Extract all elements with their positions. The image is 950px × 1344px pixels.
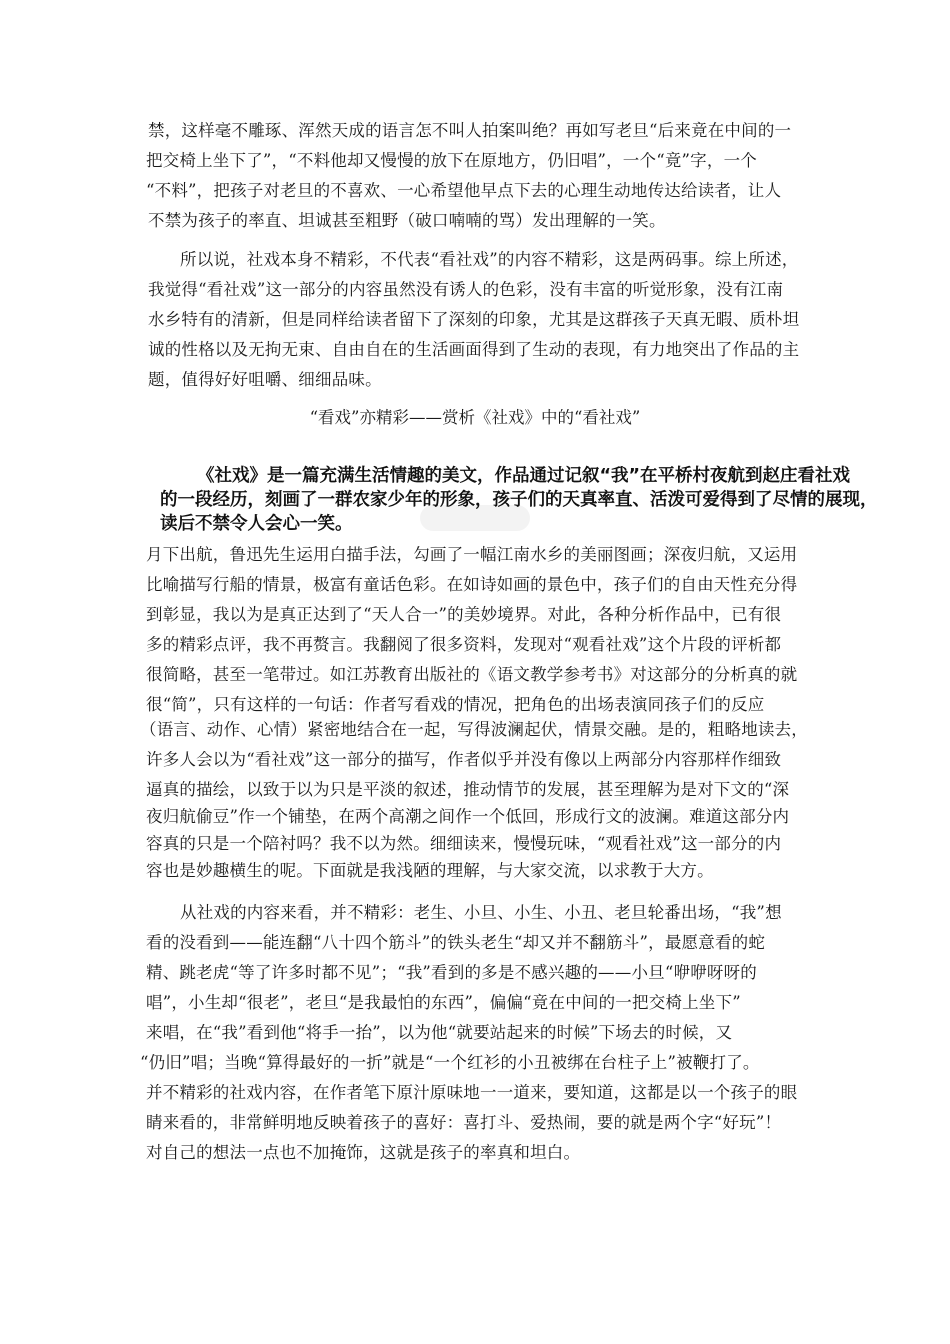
paragraph-line: 很“简”，只有这样的一句话：作者写看戏的情况，把角色的出场表演同孩子们的反应 [146, 695, 765, 714]
lead-line: 《社戏》是一篇充满生活情趣的美文，作品通过记叙“我”在平桥村夜航到赵庄看社戏 [197, 466, 851, 486]
paragraph-line: “仍旧”唱；当晚“算得最好的一折”就是“一个红衫的小丑被绑在台柱子上”被鞭打了。 [140, 1053, 760, 1072]
paragraph-line: （语言、动作、心情）紧密地结合在一起，写得波澜起伏，情景交融。是的，粗略地读去， [140, 720, 808, 739]
paragraph-line: 容真的只是一个陪衬吗？我不以为然。细细读来，慢慢玩味，“观看社戏”这一部分的内 [146, 834, 782, 853]
paragraph-line: 对自己的想法一点也不加掩饰，这就是孩子的率真和坦白。 [146, 1143, 581, 1162]
paragraph-line: 容也是妙趣横生的呢。下面就是我浅陋的理解，与大家交流，以求教于大方。 [146, 861, 714, 880]
paragraph-line: 许多人会以为“看社戏”这一部分的描写，作者似乎并没有像以上两部分内容那样作细致 [146, 750, 782, 769]
paragraph-line: 并不精彩的社戏内容，在作者笔下原汁原味地一一道来，要知道，这都是以一个孩子的眼 [146, 1083, 798, 1102]
paragraph-line: 逼真的描绘，以致于以为只是平淡的叙述，推动情节的发展，甚至理解为是对下文的“深 [146, 780, 790, 799]
paragraph-line: 诚的性格以及无拘无束、自由自在的生活画面得到了生动的表现，有力地突出了作品的主 [148, 340, 800, 359]
paragraph-line: 题，值得好好咀嚼、细细品味。 [148, 370, 382, 389]
paragraph-line: 月下出航，鲁迅先生运用白描手法，勾画了一幅江南水乡的美丽图画；深夜归航，又运用 [146, 545, 798, 564]
paragraph-line: 比喻描写行船的情景，极富有童话色彩。在如诗如画的景色中，孩子们的自由天性充分得 [146, 575, 798, 594]
paragraph-line: 把交椅上坐下了”，“不料他却又慢慢的放下在原地方，仍旧唱”，一个“竟”字，一个 [146, 151, 757, 170]
paragraph-line: 我觉得“看社戏”这一部分的内容虽然没有诱人的色彩，没有丰富的听觉形象，没有江南 [148, 280, 784, 299]
paragraph-line: 很简略，甚至一笔带过。如江苏教育出版社的《语文教学参考书》对这部分的分析真的就 [146, 665, 798, 684]
lead-line: 的一段经历，刻画了一群农家少年的形象，孩子们的天真率直、活泼可爱得到了尽情的展现， [160, 490, 878, 510]
paragraph-line: 水乡特有的清新，但是同样给读者留下了深刻的印象，尤其是这群孩子天真无暇、质朴坦 [148, 310, 800, 329]
paragraph-line: 来唱，在“我”看到他“将手一抬”，以为他“就要站起来的时候”下场去的时候，又 [146, 1023, 733, 1042]
lead-line: 读后不禁令人会心一笑。 [160, 514, 353, 534]
paragraph-line: 精、跳老虎“等了许多时都不见”；“我”看到的多是不感兴趣的——小旦“咿咿呀呀的 [146, 963, 757, 982]
paragraph-line: 到彰显，我以为是真正达到了“天人合一”的美妙境界。对此，各种分析作品中，已有很 [146, 605, 782, 624]
paragraph-line: 所以说，社戏本身不精彩，不代表“看社戏”的内容不精彩，这是两码事。综上所述， [180, 250, 799, 269]
paragraph-line: 夜归航偷豆”作一个铺垫，在两个高潮之间作一个低回，形成行文的波澜。难道这部分内 [146, 807, 790, 826]
article-title: “看戏”亦精彩——赏析《社戏》中的“看社戏” [309, 408, 641, 427]
paragraph-line: 唱”，小生却“很老”，老旦“是我最怕的东西”，偏偏“竟在中间的一把交椅上坐下” [146, 993, 741, 1012]
paragraph-line: “不料”，把孩子对老旦的不喜欢、一心希望他早点下去的心理生动地传达给读者，让人 [146, 181, 782, 200]
paragraph-line: 不禁为孩子的率直、坦诚甚至粗野（破口喃喃的骂）发出理解的一笑。 [148, 211, 666, 230]
paragraph-line: 看的没看到——能连翻“八十四个筋斗”的铁头老生“却又并不翻筋斗”，最愿意看的蛇 [146, 933, 766, 952]
paragraph-line: 多的精彩点评，我不再赘言。我翻阅了很多资料，发现对“观看社戏”这个片段的评析都 [146, 635, 782, 654]
paragraph-line: 从社戏的内容来看，并不精彩：老生、小旦、小生、小丑、老旦轮番出场，“我”想 [180, 903, 782, 922]
paragraph-line: 禁，这样毫不雕琢、浑然天成的语言怎不叫人拍案叫绝？再如写老旦“后来竟在中间的一 [148, 121, 792, 140]
paragraph-line: 睛来看的，非常鲜明地反映着孩子的喜好：喜打斗、爱热闹，要的就是两个字“好玩”！ [146, 1113, 782, 1132]
